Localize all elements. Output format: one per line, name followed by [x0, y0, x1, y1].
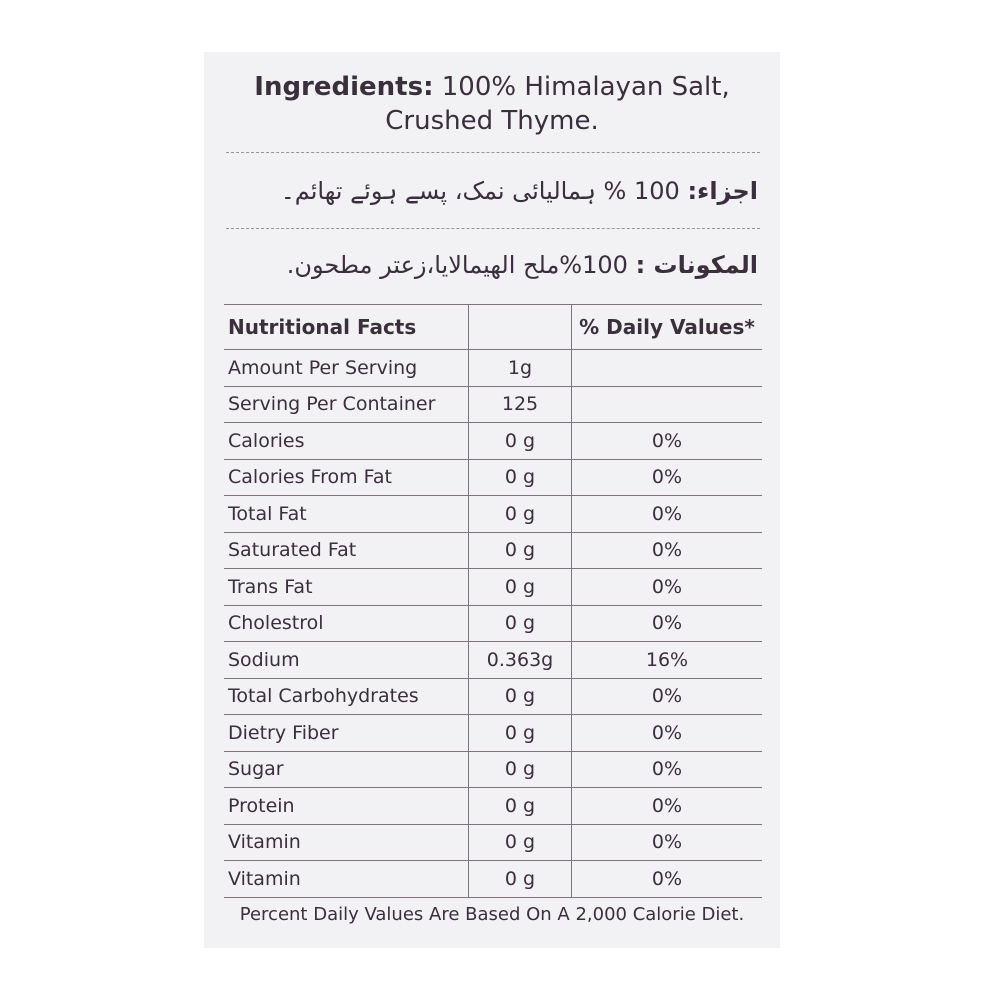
row-name: Protein [228, 794, 295, 817]
table-row [224, 350, 762, 387]
ingredients-text-1: 100% Himalayan Salt, [441, 72, 730, 102]
row-name: Saturated Fat [228, 539, 357, 562]
table-header-row [224, 305, 762, 350]
ingredients-arabic-text: 100%ملح الهيمالايا،زعتر مطحون. [286, 251, 628, 279]
table-row [224, 605, 762, 642]
row-daily-value [572, 386, 763, 423]
row-amount: 0 g [469, 423, 572, 460]
row-daily-value: 0% [572, 605, 763, 642]
row-daily-value: 0% [572, 824, 763, 861]
row-daily-value: 0% [572, 788, 763, 825]
row-name: Total Fat [228, 502, 307, 525]
row-name: Serving Per Container [228, 393, 436, 416]
header-nutritional-facts: Nutritional Facts [228, 315, 417, 339]
row-name: Calories From Fat [228, 466, 392, 489]
row-name: Sugar [228, 758, 284, 781]
row-name: Sodium [228, 648, 300, 671]
table-row [224, 861, 762, 898]
row-name: Calories [228, 429, 305, 452]
table-row [224, 788, 762, 825]
row-amount: 0 g [469, 496, 572, 533]
row-name: Cholestrol [228, 612, 324, 635]
ingredients-line-1 [204, 70, 780, 104]
daily-values-footnote: Percent Daily Values Are Based On A 2,000 Calorie Diet. [239, 904, 745, 925]
row-name: Amount Per Serving [228, 356, 418, 379]
nutrition-facts-table [224, 304, 762, 898]
nutrition-label-panel [204, 52, 780, 948]
row-amount: 0 g [469, 678, 572, 715]
row-daily-value: 0% [572, 569, 763, 606]
table-row [224, 751, 762, 788]
row-amount: 0.363g [469, 642, 572, 679]
ingredients-arabic [230, 248, 758, 282]
header-daily-values: % Daily Values* [572, 305, 763, 350]
row-amount: 0 g [469, 715, 572, 752]
table-row [224, 642, 762, 679]
row-name: Vitamin [228, 831, 301, 854]
ingredients-text-2: Crushed Thyme. [385, 106, 599, 136]
table-row [224, 423, 762, 460]
row-daily-value: 0% [572, 423, 763, 460]
header-amount [469, 305, 572, 350]
ingredients-urdu-label: اجزاء: [687, 177, 758, 205]
table-row [224, 459, 762, 496]
table-row [224, 678, 762, 715]
row-daily-value [572, 350, 763, 387]
row-amount: 0 g [469, 751, 572, 788]
table-row [224, 715, 762, 752]
ingredients-english [204, 70, 780, 138]
row-name: Dietry Fiber [228, 721, 339, 744]
row-daily-value: 0% [572, 532, 763, 569]
row-name: Trans Fat [228, 575, 313, 598]
table-row [224, 386, 762, 423]
table-row [224, 532, 762, 569]
divider-dashed-1 [226, 152, 760, 153]
row-amount: 0 g [469, 459, 572, 496]
row-daily-value: 0% [572, 496, 763, 533]
row-amount: 0 g [469, 824, 572, 861]
row-daily-value: 0% [572, 459, 763, 496]
row-daily-value: 0% [572, 861, 763, 898]
row-amount: 0 g [469, 605, 572, 642]
row-name: Total Carbohydrates [228, 685, 419, 708]
row-amount: 0 g [469, 569, 572, 606]
row-amount: 0 g [469, 532, 572, 569]
ingredients-urdu-text: 100 % ہمالیائی نمک، پسے ہوئے تھائم۔ [280, 177, 680, 205]
divider-dashed-2 [226, 228, 760, 229]
row-amount: 125 [469, 386, 572, 423]
ingredients-arabic-label: المكونات : [635, 251, 758, 279]
row-amount: 0 g [469, 861, 572, 898]
row-amount: 1g [469, 350, 572, 387]
row-name: Vitamin [228, 867, 301, 890]
ingredients-urdu [230, 174, 758, 208]
row-amount: 0 g [469, 788, 572, 825]
row-daily-value: 0% [572, 715, 763, 752]
table-row [224, 824, 762, 861]
row-daily-value: 16% [572, 642, 763, 679]
row-daily-value: 0% [572, 678, 763, 715]
table-row [224, 569, 762, 606]
row-daily-value: 0% [572, 751, 763, 788]
ingredients-label: Ingredients: [254, 72, 434, 102]
table-row [224, 496, 762, 533]
